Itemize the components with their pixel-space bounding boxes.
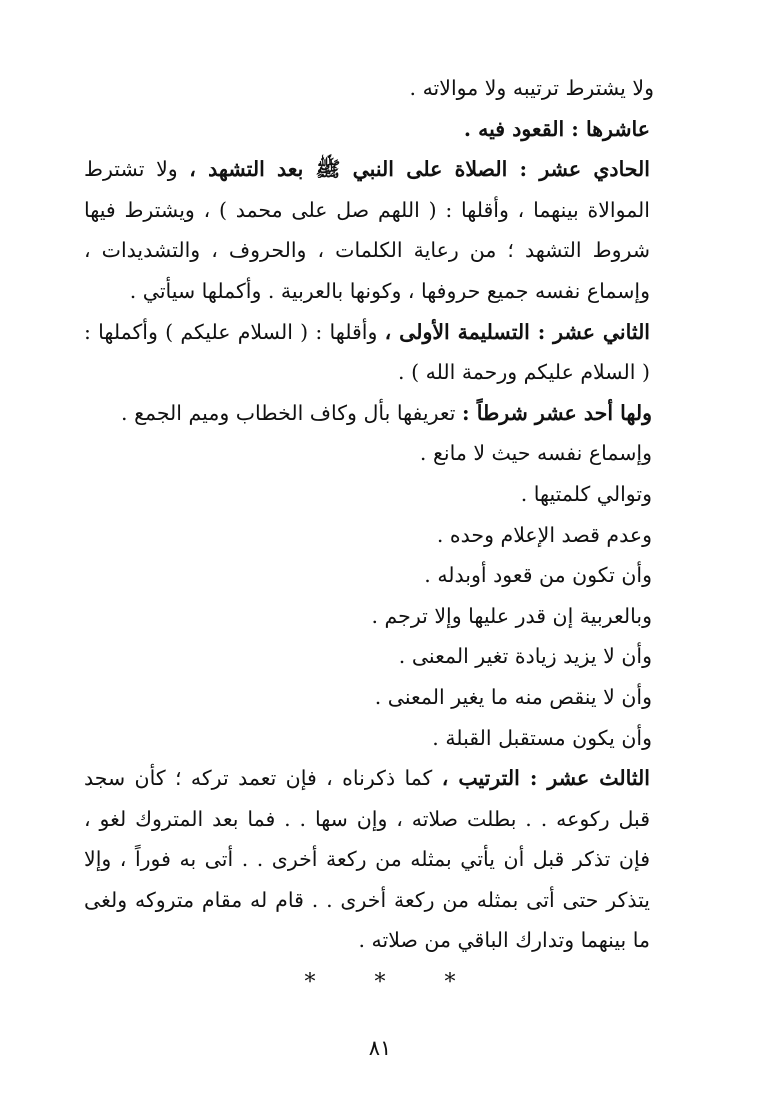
paragraph-4-heading: الثاني عشر : التسليمة الأولى ، bbox=[384, 319, 651, 344]
condition-item: وأن لا ينقص منه ما يغير المعنى . bbox=[374, 684, 652, 709]
paragraph-final bbox=[84, 758, 654, 961]
condition-item: وأن تكون من قعود أوبدله . bbox=[424, 563, 652, 588]
condition-item: وأن لا يزيد زيادة تغير المعنى . bbox=[398, 644, 652, 669]
page-number: ٨١ bbox=[368, 1036, 392, 1060]
paragraph-3-heading: الحادي عشر : الصلاة على النبي ﷺ بعد التشهد ، bbox=[189, 157, 650, 182]
paragraph-4 bbox=[84, 312, 654, 393]
condition-item: وتوالي كلمتيها . bbox=[520, 481, 652, 506]
paragraph-1 bbox=[84, 68, 654, 109]
paragraph-1-text: ولا يشترط ترتيبه ولا موالاته . bbox=[409, 76, 654, 100]
conditions-heading: ولها أحد عشر شرطاً : bbox=[462, 400, 652, 425]
paragraph-3 bbox=[84, 149, 654, 311]
paragraph-2 bbox=[84, 109, 654, 150]
paragraph-4-text: وأقلها : ( السلام عليكم ) وأكملها : ( السلام عليكم ورحمة الله ) . bbox=[84, 319, 650, 385]
condition-item: وبالعربية إن قدر عليها وإلا ترجم . bbox=[371, 603, 652, 628]
condition-item: وأن يكون مستقبل القبلة . bbox=[432, 725, 652, 750]
paragraph-3-text: ولا تشترط الموالاة بينهما ، وأقلها : ( اللهم صل على محمد ) ، ويشترط فيها شروط التشهد ؛ من رعاية الكلمات ، والحروف ، والتشديدات ، وإسماع نفسه جميع حروفها ، وكونها بالعربية . وأكملها سيأتي . bbox=[84, 157, 650, 303]
conditions-intro bbox=[84, 393, 652, 434]
conditions-intro-text: تعريفها بأل وكاف الخطاب وميم الجمع . bbox=[121, 400, 463, 425]
paragraph-final-text: كما ذكرناه ، فإن تعمد تركه ؛ كأن سجد قبل ركوعه . . بطلت صلاته ، وإن سها . . فما بعد المتروك لغو ، فإن تذكر قبل أن يأتي بمثله من ركعة أخرى . . أتى به فوراً ، وإلا يتذكر حتى أتى بمثله من ركعة أخرى . . قام له مقام متروكه ولغى ما بينهما وتدارك الباقي من صلاته . bbox=[84, 766, 650, 953]
paragraph-final-heading: الثالث عشر : الترتيب ، bbox=[441, 766, 650, 791]
condition-item: وإسماع نفسه حيث لا مانع . bbox=[419, 441, 652, 466]
page-body bbox=[84, 68, 654, 961]
section-separator: * * * bbox=[304, 970, 482, 995]
condition-item: وعدم قصد الإعلام وحده . bbox=[436, 522, 652, 547]
conditions-list bbox=[84, 393, 654, 758]
paragraph-2-heading: عاشرها : القعود فيه . bbox=[463, 116, 650, 141]
